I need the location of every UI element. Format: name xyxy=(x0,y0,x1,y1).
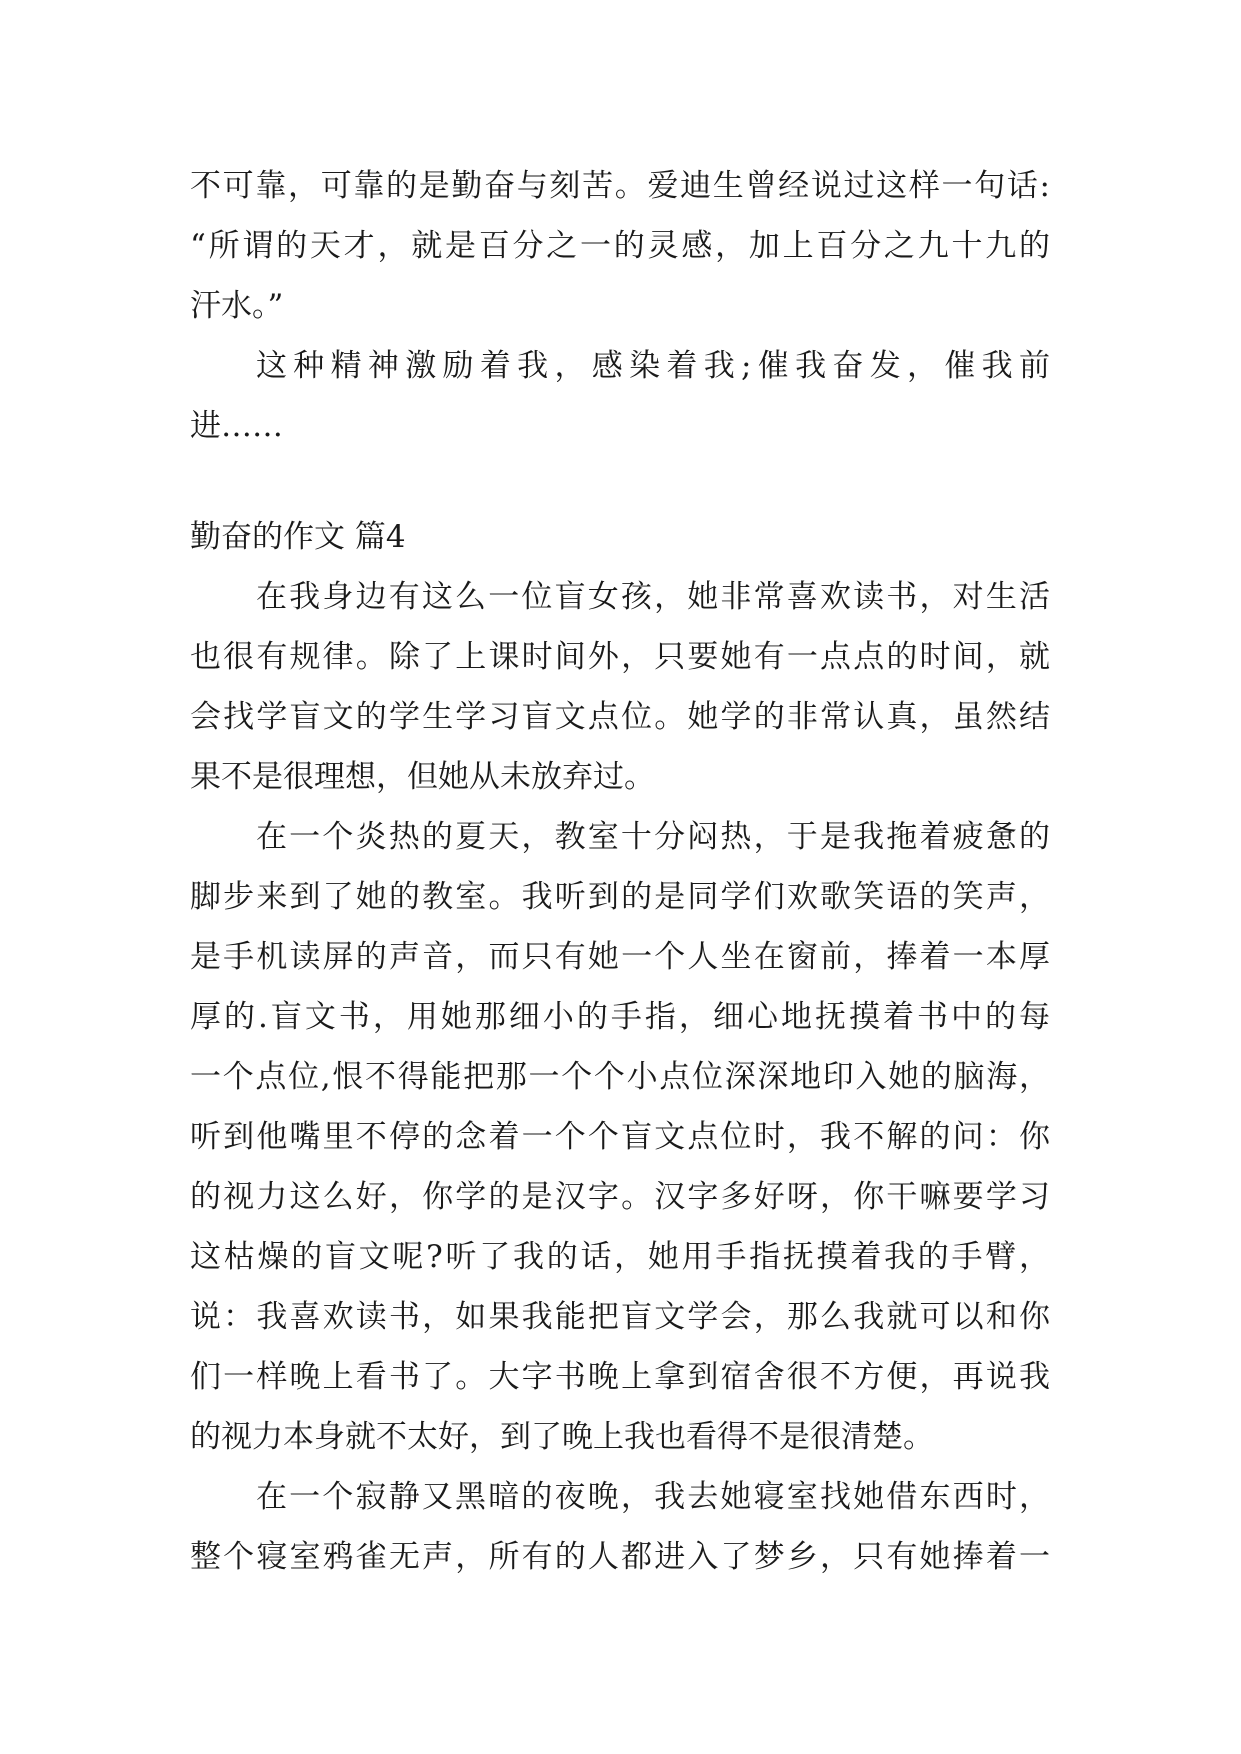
text-line: 整个寝室鸦雀无声，所有的人都进入了梦乡，只有她捧着一 xyxy=(190,1539,1050,1575)
text-line: 的视力这么好，你学的是汉字。汉字多好呀，你干嘛要学习 xyxy=(190,1179,1050,1215)
section-heading: 勤奋的作文 篇4 xyxy=(190,519,406,555)
text-line: 汗水。” xyxy=(190,288,284,324)
text-line: 是手机读屏的声音，而只有她一个人坐在窗前，捧着一本厚 xyxy=(190,939,1050,975)
text-line: 一个点位,恨不得能把那一个个小点位深深地印入她的脑海， xyxy=(190,1059,1050,1095)
text-line: 说：我喜欢读书，如果我能把盲文学会，那么我就可以和你 xyxy=(190,1299,1050,1335)
text-line: 不可靠，可靠的是勤奋与刻苦。爱迪生曾经说过这样一句话: xyxy=(190,168,1050,204)
text-line: 在一个炎热的夏天，教室十分闷热，于是我拖着疲惫的 xyxy=(256,819,1050,855)
text-line: 脚步来到了她的教室。我听到的是同学们欢歌笑语的笑声， xyxy=(190,879,1050,915)
text-line: “所谓的天才，就是百分之一的灵感，加上百分之九十九的 xyxy=(190,228,1050,264)
text-line: 果不是很理想，但她从未放弃过。 xyxy=(190,759,655,795)
text-line: 这种精神激励着我，感染着我;催我奋发，催我前 xyxy=(256,348,1050,384)
text-line: 在我身边有这么一位盲女孩，她非常喜欢读书，对生活 xyxy=(256,579,1050,615)
text-line: 进…… xyxy=(190,408,283,444)
text-line: 厚的.盲文书，用她那细小的手指，细心地抚摸着书中的每 xyxy=(190,999,1050,1035)
text-line: 们一样晚上看书了。大字书晚上拿到宿舍很不方便，再说我 xyxy=(190,1359,1050,1395)
text-line: 的视力本身就不太好，到了晚上我也看得不是很清楚。 xyxy=(190,1419,934,1455)
text-line: 这枯燥的盲文呢?听了我的话，她用手指抚摸着我的手臂， xyxy=(190,1239,1050,1275)
text-line: 会找学盲文的学生学习盲文点位。她学的非常认真，虽然结 xyxy=(190,699,1050,735)
text-line: 听到他嘴里不停的念着一个个盲文点位时，我不解的问：你 xyxy=(190,1119,1050,1155)
text-line: 也很有规律。除了上课时间外，只要她有一点点的时间，就 xyxy=(190,639,1050,675)
text-line: 在一个寂静又黑暗的夜晚，我去她寝室找她借东西时， xyxy=(256,1479,1050,1515)
